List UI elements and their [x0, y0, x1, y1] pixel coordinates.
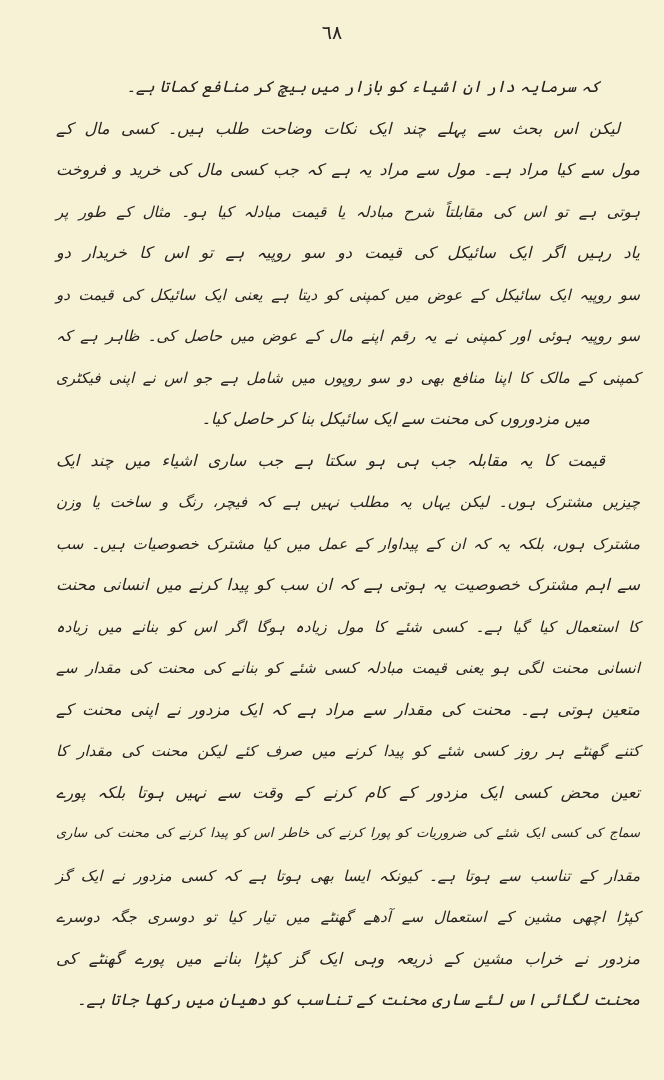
text-line: ہوتی ہے تو اس کی مقابلتاً شرح مبادلہ یا قیمت مبادلہ کیا ہو۔ مثال کے طور پر [56, 203, 640, 221]
text-line: میں مزدوروں کی محنت سے ایک سائیکل بنا کر حاصل کیا۔ [201, 409, 590, 428]
text-line: کا استعمال کیا گیا ہے۔ کسی شئے کا مول زیادہ ہوگا اگر اس کو بنانے میں زیادہ [56, 618, 640, 636]
text-line: سے اہم مشترک خصوصیت یہ ہوتی ہے کہ ان سب کو پیدا کرنے میں انسانی محنت [56, 575, 640, 594]
text-line: کمپنی کے مالک کا اپنا منافع بھی دو سو روپوں میں شامل ہے جو اس نے اپنی فیکٹری [56, 369, 640, 387]
text-line: کپڑا اچھی مشین کے استعمال سے آدھے گھنٹے میں تیار کیا تو دوسری جگہ دوسرے [56, 908, 640, 926]
text-line: مزدور نے خراب مشین کے ذریعہ وہی ایک گز کپڑا بنانے میں پورے گھنٹے کی [56, 949, 641, 968]
text-line: سو روپیہ ایک سائیکل کے عوض میں کمپنی کو دیتا ہے یعنی ایک سائیکل کی قیمت دو [56, 286, 640, 304]
text-line: کتنے گھنٹے ہر روز کسی شئے کو پیدا کرنے میں صرف کئے لیکن محنت کی مقدار کا [56, 742, 640, 760]
page-number: ٦٨ [321, 22, 343, 44]
text-line: مول سے کیا مراد ہے۔ مول سے مراد یہ ہے کہ جب کسی مال کی خرید و فروخت [56, 160, 640, 179]
text-line: مشترک ہوں، بلکہ یہ کہ ان کے پیداوار کے عمل میں کیا مشترک خصوصیات ہیں۔ سب [56, 535, 640, 553]
text-line: سو روپیہ ہوئی اور کمپنی نے یہ رقم اپنے مال کے عوض میں حاصل کی۔ ظاہر ہے کہ [56, 327, 640, 345]
text-line: یاد رہیں اگر ایک سائیکل کی قیمت دو سو روپیہ ہے تو اس کا خریدار دو [56, 243, 641, 262]
text-line: چیزیں مشترک ہوں۔ لیکن یہاں یہ مطلب نہیں ہے کہ فیچر، رنگ و ساخت یا وزن [56, 493, 640, 511]
text-line: تعین محض کسی ایک مزدور کے کام کرنے کے وقت سے نہیں ہوتا بلکہ پورے [56, 783, 640, 802]
text-line: لیکن اس بحث سے پہلے چند ایک نکات وضاحت طلب ہیں۔ کسی مال کے [56, 119, 620, 138]
text-line: مقدار کے تناسب سے ہوتا ہے۔ کیونکہ ایسا بھی ہوتا ہے کہ کسی مزدور نے ایک گز [56, 867, 640, 885]
text-line: متعین ہوتی ہے۔ محنت کی مقدار سے مراد ہے کہ ایک مزدور نے اپنی محنت کے [56, 700, 640, 719]
text-line: سماج کی کسی ایک شئے کی ضروریات کو پورا کرنے کی خاطر اس کو پیدا کرنے کی محنت کی ساری [56, 826, 640, 841]
text-line: قیمت کا یہ مقابلہ جب ہی ہو سکتا ہے جب ساری اشیاء میں چند ایک [56, 451, 605, 470]
text-line: محنت لگائی اس لئے ساری محنت کے تناسب کو دھیان میں رکھا جاتا ہے۔ [77, 990, 640, 1009]
text-line: کہ سرمایہ دار ان اشیاء کو بازار میں بیچ کر منافع کماتا ہے۔ [126, 77, 600, 96]
text-line: انسانی محنت لگی ہو یعنی قیمت مبادلہ کسی شئے کو بنانے کی محنت کی مقدار سے [56, 659, 640, 677]
